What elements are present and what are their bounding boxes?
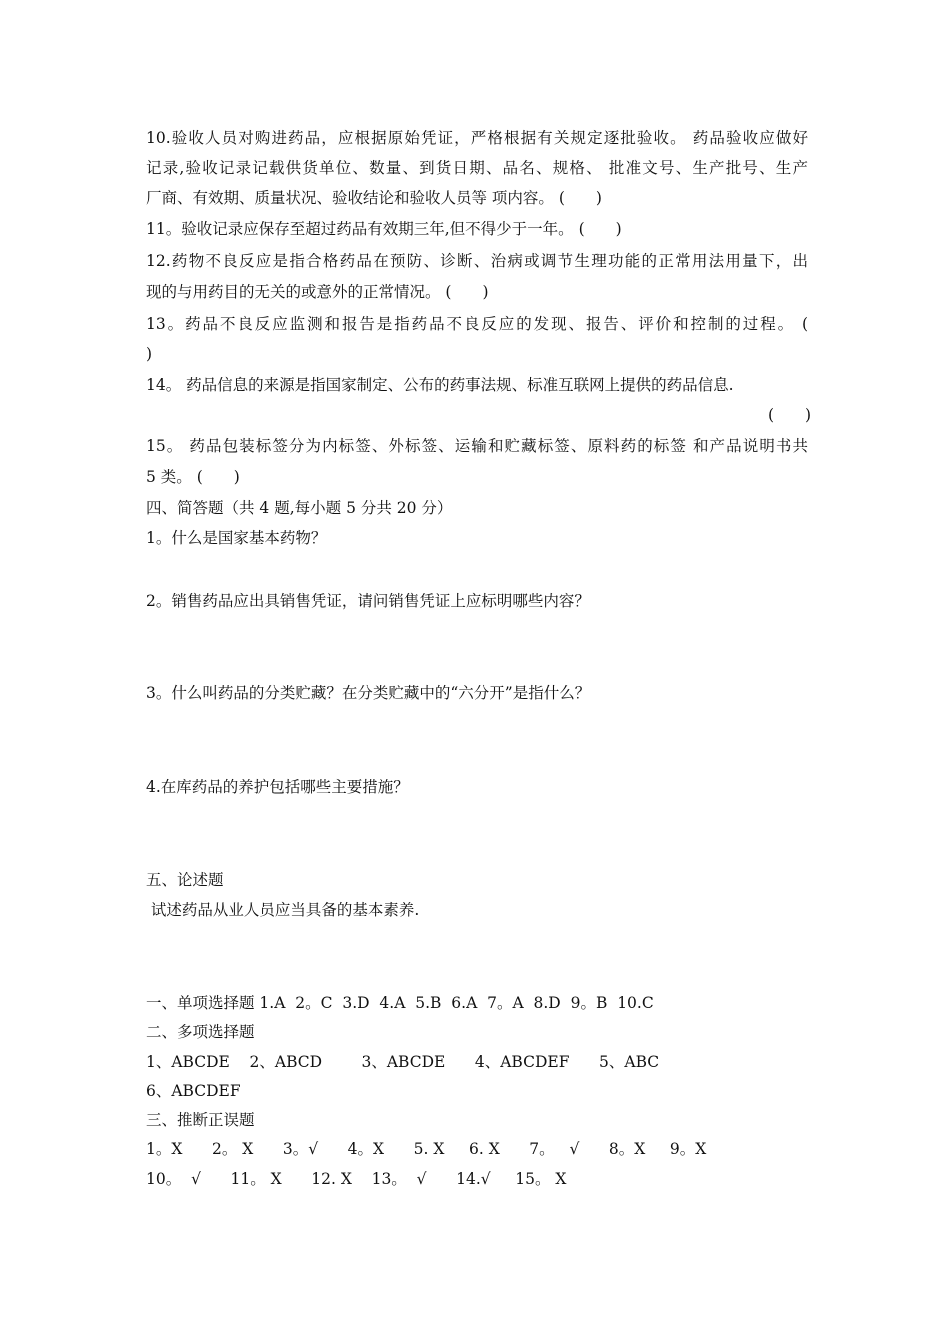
short-answer-q4: 4.在库药品的养护包括哪些主要措施？ xyxy=(146,778,409,796)
answers-multi-choice-line-2: 6、ABCDEF xyxy=(146,1082,241,1100)
answers-judgement-line-2: 10。 √ 11。 X 12. X 13。 √ 14.√ 15。 X xyxy=(146,1170,567,1188)
question-10-line-2: 记录,验收记录记载供货单位、数量、到货日期、品名、规格、 批准文号、生产批号、生产 xyxy=(146,159,808,177)
question-15-line-2: 5 类。 ( ) xyxy=(146,468,240,486)
question-14-line-2: ( ) xyxy=(768,406,812,424)
question-14-line-1: 14。 药品信息的来源是指国家制定、公布的药事法规、标准互联网上提供的药品信息. xyxy=(146,376,734,394)
answers-judgement-line-1: 1。X 2。 X 3。√ 4。X 5. X 6. X 7。 √ 8。X 9。X xyxy=(146,1140,707,1158)
question-10-line-3: 厂商、有效期、质量状况、验收结论和验收人员等 项内容。 ( ) xyxy=(146,189,602,207)
short-answer-heading: 四、简答题（共 4 题,每小题 5 分共 20 分） xyxy=(146,499,453,517)
question-10-line-1: 10.验收人员对购进药品，应根据原始凭证，严格根据有关规定逐批验收。 药品验收应做好 xyxy=(146,129,808,147)
short-answer-q3: 3。什么叫药品的分类贮藏？在分类贮藏中的“六分开”是指什么？ xyxy=(146,684,591,702)
answers-single-choice: 一、单项选择题 1.A 2。C 3.D 4.A 5.B 6.A 7。A 8.D 9。B 10.C xyxy=(146,994,654,1012)
question-11: 11。验收记录应保存至超过药品有效期三年,但不得少于一年。 ( ) xyxy=(146,220,622,238)
question-12-line-1: 12.药物不良反应是指合格药品在预防、诊断、治病或调节生理功能的正常用法用量下，出 xyxy=(146,252,808,270)
short-answer-q2: 2。销售药品应出具销售凭证，请问销售凭证上应标明哪些内容？ xyxy=(146,592,590,610)
answers-multi-choice-line-1: 1、ABCDE 2、ABCD 3、ABCDE 4、ABCDEF 5、ABC xyxy=(146,1053,660,1071)
question-15-line-1: 15。 药品包装标签分为内标签、外标签、运输和贮藏标签、原料药的标签 和产品说明书共 xyxy=(146,437,808,455)
question-12-line-2: 现的与用药目的无关的或意外的正常情况。 ( ) xyxy=(146,283,489,301)
answers-multi-choice-heading: 二、多项选择题 xyxy=(146,1023,255,1041)
essay-question: 试述药品从业人员应当具备的基本素养. xyxy=(146,901,420,919)
answers-judgement-heading: 三、推断正误题 xyxy=(146,1111,255,1129)
short-answer-q1: 1。什么是国家基本药物？ xyxy=(146,529,327,547)
question-13-line-1: 13。药品不良反应监测和报告是指药品不良反应的发现、报告、评价和控制的过程。 ( xyxy=(146,315,808,333)
question-13-line-2: ) xyxy=(146,345,153,363)
essay-heading: 五、论述题 xyxy=(146,871,224,889)
